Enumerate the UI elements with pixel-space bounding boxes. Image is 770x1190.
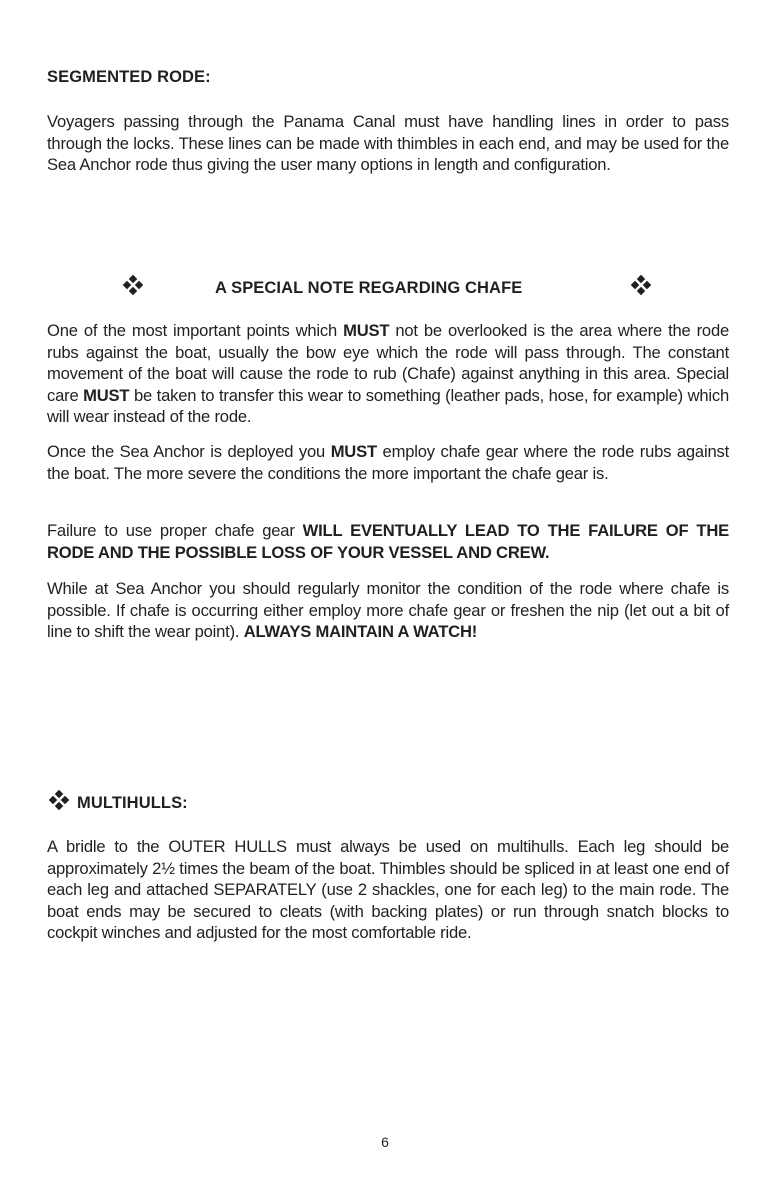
warning-text: WILL EVENTUALLY LEAD TO THE FAILURE OF THE RODE AND THE POSSIBLE LOSS OF YOUR VESSEL AND CREW. xyxy=(47,521,729,562)
text: employ chafe gear where the rode rubs against the boat. The more severe the conditions the more important the chafe gear is. xyxy=(47,442,729,483)
segmented-rode-heading: SEGMENTED RODE: xyxy=(47,68,211,86)
diamond-ornament-icon xyxy=(49,791,69,809)
multihulls-paragraph: A bridle to the OUTER HULLS must always be used on multihulls. Each leg should be approximately 2½ times the beam of the boat. Thimbles should be spliced in at least one end of each leg and attached SEPARATELY (use 2 shackles, one for each leg) to the main rode. The boat ends may be secured to cleats (with backing plates) or run through snatch blocks to cockpit winches and adjusted for the most comfortable ride. xyxy=(47,837,729,942)
text: Failure to use proper chafe gear xyxy=(47,521,303,540)
text: Once the Sea Anchor is deployed you xyxy=(47,442,331,461)
text: One of the most important points which xyxy=(47,321,344,340)
page-number: 6 xyxy=(381,1134,389,1150)
diamond-ornament-icon xyxy=(123,276,143,294)
chafe-paragraph-3 xyxy=(47,520,729,563)
chafe-paragraph-4 xyxy=(47,578,729,643)
chafe-paragraph-1 xyxy=(47,320,729,428)
emphasis: MUST xyxy=(343,321,390,340)
multihulls-heading-row xyxy=(47,790,347,814)
text: While at Sea Anchor you should regularly monitor the condition of the rode where chafe is possible. If chafe is occurring either employ more chafe gear or freshen the nip (let out a bit of line to shift the wear point). xyxy=(47,579,729,641)
diamond-ornament-icon xyxy=(631,276,651,294)
text: not be overlooked is the area where the rode rubs against the boat, usually the bow eye which the rode will pass through. The constant movement of the boat will cause the rode to rub (Chafe) against anything in this area. Special care xyxy=(47,321,730,405)
chafe-note-heading: A SPECIAL NOTE REGARDING CHAFE xyxy=(215,279,523,297)
segmented-rode-paragraph: Voyagers passing through the Panama Canal must have handling lines in order to pass through the locks. These lines can be made with thimbles in each end, and may be used for the Sea Anchor rode thus giving the user many options in length and configuration. xyxy=(47,112,729,174)
chafe-note-heading-row xyxy=(47,276,729,300)
emphasis: MUST xyxy=(330,442,377,461)
text: be taken to transfer this wear to something (leather pads, hose, for example) which will wear instead of the rode. xyxy=(47,385,730,426)
multihulls-heading: MULTIHULLS: xyxy=(77,794,188,812)
warning-text: ALWAYS MAINTAIN A WATCH! xyxy=(243,622,478,641)
emphasis: MUST xyxy=(83,385,130,405)
chafe-paragraph-2 xyxy=(47,441,729,484)
